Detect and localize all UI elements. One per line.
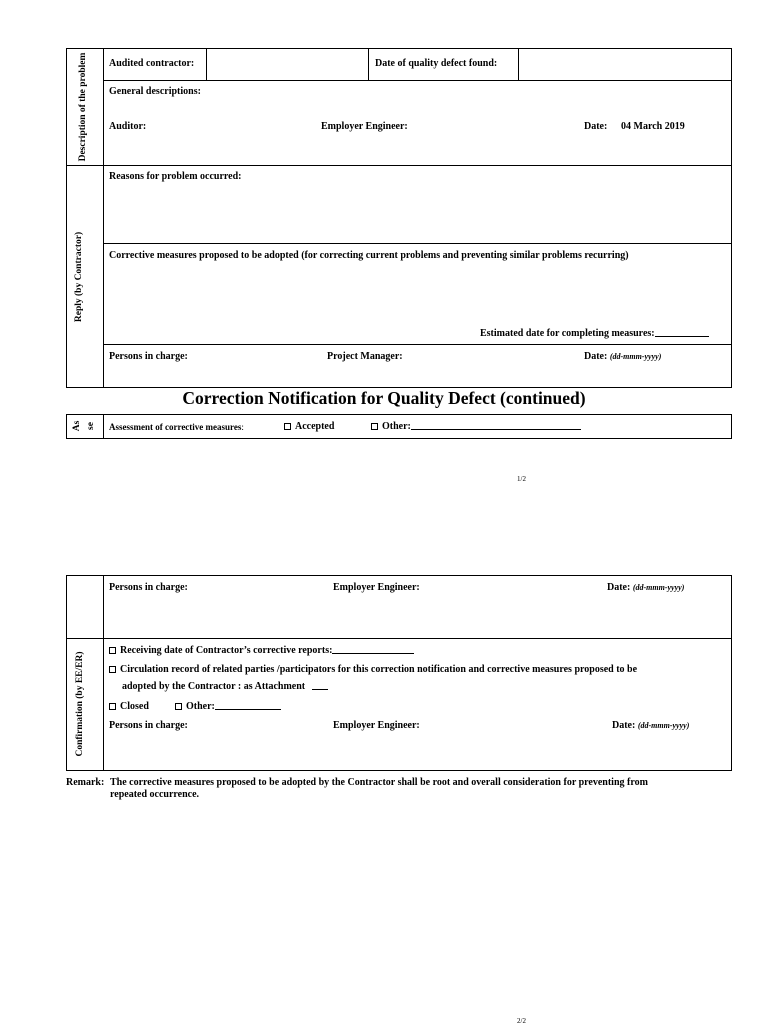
reply-date-text: Date: [584, 351, 608, 362]
section-divider [66, 165, 732, 166]
col-divider-b [368, 48, 369, 80]
assessment-side-b: se [86, 422, 96, 430]
reply-side-label: Reply (by Contractor) [74, 231, 84, 323]
confirmation-side-label: Confirmation (by EE/ER) [75, 651, 85, 757]
p2-persons-in-charge-2: Persons in charge: [109, 720, 188, 731]
p2-persons-in-charge-label: Persons in charge: [109, 582, 188, 593]
persons-in-charge-label: Persons in charge: [109, 351, 188, 362]
audited-contractor-label: Audited contractor: [109, 58, 195, 69]
project-manager-label: Project Manager: [327, 351, 403, 362]
other-checkbox[interactable] [371, 423, 378, 430]
accepted-option[interactable] [284, 421, 334, 433]
circulation-line-2-wrap [122, 681, 328, 693]
closed-option[interactable] [109, 701, 149, 713]
p2-date-text: Date: [607, 582, 631, 593]
assessment-side-label [70, 416, 102, 438]
page-number-2: 2/2 [517, 1017, 526, 1025]
other-option[interactable] [371, 421, 581, 433]
other-field[interactable] [411, 429, 581, 430]
accepted-label: Accepted [295, 421, 335, 432]
assessment-colon: : [241, 422, 244, 432]
assessment-text: Assessment of corrective measures [109, 422, 242, 432]
assessment-label [109, 421, 244, 433]
p2-other-label: Other: [186, 701, 215, 712]
date-defect-found-field[interactable] [519, 49, 731, 79]
description-side-label: Description of the problem [78, 52, 88, 162]
corrective-measures-label: Corrective measures proposed to be adopted (for correcting current problems and preventing similar problems recurring) [109, 250, 629, 261]
date-defect-found-label: Date of quality defect found: [375, 58, 498, 69]
date-value: 04 March 2019 [621, 121, 685, 132]
p2-employer-engineer-label: Employer Engineer: [333, 582, 420, 593]
attachment-field[interactable] [312, 689, 328, 690]
receiving-checkbox[interactable] [109, 647, 116, 654]
p2-date-label [607, 582, 684, 594]
closed-checkbox[interactable] [109, 703, 116, 710]
row-divider-3 [103, 344, 732, 345]
row-divider-2 [103, 243, 732, 244]
row-divider-1 [103, 80, 732, 81]
p2-date-text-2: Date: [612, 720, 636, 731]
receiving-field[interactable] [332, 653, 414, 654]
circulation-line-2: adopted by the Contractor : as Attachment [122, 681, 306, 692]
estimated-date-text: Estimated date for completing measures: [480, 328, 655, 339]
confirmation-side-divider [103, 575, 104, 771]
date-label: Date: [584, 121, 608, 132]
reply-date-label [584, 351, 661, 363]
p2-other-option[interactable] [175, 701, 281, 713]
general-descriptions-label: General descriptions: [109, 86, 201, 97]
p2-other-checkbox[interactable] [175, 703, 182, 710]
receiving-date-option[interactable] [109, 645, 414, 657]
employer-engineer-label: Employer Engineer: [321, 121, 408, 132]
assessment-divider [103, 414, 104, 439]
p2-date-label-2 [612, 720, 689, 732]
reply-date-format: (dd-mmm-yyyy) [609, 352, 662, 361]
remark-line-1: The corrective measures proposed to be adopted by the Contractor shall be root and overall consideration for preventing from [110, 777, 648, 788]
p2-date-format-2: (dd-mmm-yyyy) [637, 721, 690, 730]
p2-other-field[interactable] [215, 709, 281, 710]
estimated-date-label [480, 328, 709, 340]
reasons-field[interactable] [104, 186, 731, 242]
estimated-date-field[interactable] [655, 336, 709, 337]
circulation-line-1: Circulation record of related parties /participators for this correction notification and corrective measures proposed to be [120, 664, 638, 675]
reasons-label: Reasons for problem occurred: [109, 171, 242, 182]
circulation-checkbox[interactable] [109, 666, 116, 673]
assessment-side-a: As [72, 420, 82, 432]
p2-date-format: (dd-mmm-yyyy) [632, 583, 685, 592]
circulation-option[interactable] [109, 664, 637, 676]
audited-contractor-field[interactable] [207, 49, 367, 79]
p2-employer-engineer-2: Employer Engineer: [333, 720, 420, 731]
page-number-1: 1/2 [517, 475, 526, 483]
auditor-label: Auditor: [109, 121, 147, 132]
closed-label: Closed [120, 701, 149, 712]
accepted-checkbox[interactable] [284, 423, 291, 430]
remark-label: Remark: [66, 777, 105, 788]
other-label: Other: [382, 421, 411, 432]
confirmation-row-divider [66, 638, 732, 639]
remark-line-2: repeated occurrence. [110, 789, 200, 800]
receiving-label: Receiving date of Contractor’s corrective reports: [120, 645, 333, 656]
page-title: Correction Notification for Quality Defect (continued) [182, 388, 586, 408]
